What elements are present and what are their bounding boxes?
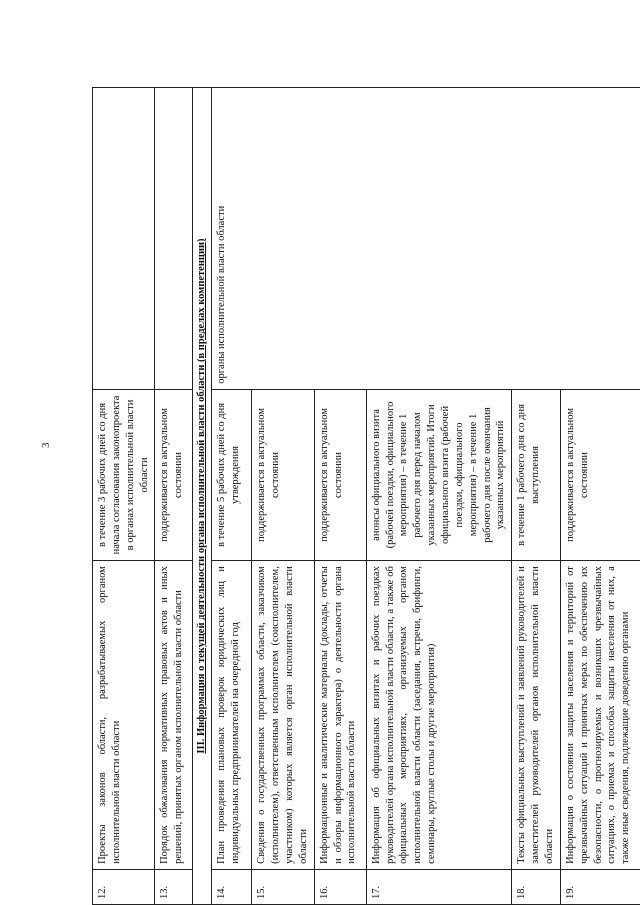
row-number: 12. [93, 869, 155, 904]
row-period: поддерживается в актуальном состоянии [252, 389, 314, 560]
row-number: 17. [366, 869, 512, 904]
row-description: Сведения о государственных программах области, заказчиком (исполнителем), ответственным исполнителем (соисполнителем, участником) которых является орган исполнительной власти области [252, 561, 314, 870]
row-number: 18. [512, 869, 561, 904]
row-description: Информационные и аналитические материалы (доклады, отчеты и обзоры информационного характера) о деятельности органа исполнительной власти области [314, 561, 366, 870]
row-description: Тексты официальных выступлений и заявлений руководителей и заместителей руководителей органов исполнительной власти области [512, 561, 561, 870]
section-row [193, 88, 212, 905]
row-description: Проекты законов области, разрабатываемых органом исполнительной власти области [93, 561, 155, 870]
row-period: поддерживается в актуальном состоянии [155, 389, 193, 560]
table-row [212, 88, 252, 905]
table-row [93, 88, 155, 905]
row-period: в течение 3 рабочих дней со дня начала согласования законопроекта в органах исполнительной власти области [93, 389, 155, 560]
rotated-table-wrapper [92, 87, 640, 905]
row-description: Информация об официальных визитах и рабочих поездках руководителей органа исполнительной власти области, а также об официальных мероприятиях, организуемых органом исполнительной власти области (заседания, встречи, брифинги, семинары, круглые столы и другие мероприятия) [366, 561, 512, 870]
row-period: анонсы официального визита (рабочей поездки, официального мероприятия) – в течение 1 рабочего дня перед началом указанных мероприятий. Итоги официального визита (рабочей поездки, официального мероприятия) – в течение 1 рабочего дня после окончания указанных мероприятий [366, 389, 512, 560]
row-number: 16. [314, 869, 366, 904]
row-period: поддерживается в актуальном состоянии [314, 389, 366, 560]
row-description: Порядок обжалования нормативных правовых актов и иных решений, принятых органом исполнительной власти области [155, 561, 193, 870]
row-number: 13. [155, 869, 193, 904]
row-responsible [155, 88, 193, 390]
section-title: III. Информация о текущей деятельности органа исполнительной власти области (в пределах компетенции) [193, 88, 212, 905]
disclosure-table [92, 87, 640, 905]
table-row [155, 88, 193, 905]
page-number: 3 [40, 442, 52, 448]
row-responsible: органы исполнительной власти области [212, 88, 640, 390]
row-description: Информация о состоянии защиты населения и территорий от чрезвычайных ситуаций и принятых мерах по обеспечению их безопасности, о прогнозируемых и возникших чрезвычайных ситуациях, о приемах и способах защиты населения от них, а также иные сведения, подлежащие доведению органами [560, 561, 640, 870]
row-number: 15. [252, 869, 314, 904]
row-period: поддерживается в актуальном состоянии [560, 389, 640, 560]
row-number: 19. [560, 869, 640, 904]
row-number: 14. [212, 869, 252, 904]
row-description: План проведения плановых проверок юридических лиц и индивидуальных предпринимателей на очередной год [212, 561, 252, 870]
row-period: в течение 1 рабочего дня со дня выступления [512, 389, 561, 560]
row-responsible [93, 88, 155, 390]
row-period: в течение 5 рабочих дней со дня утверждения [212, 389, 252, 560]
